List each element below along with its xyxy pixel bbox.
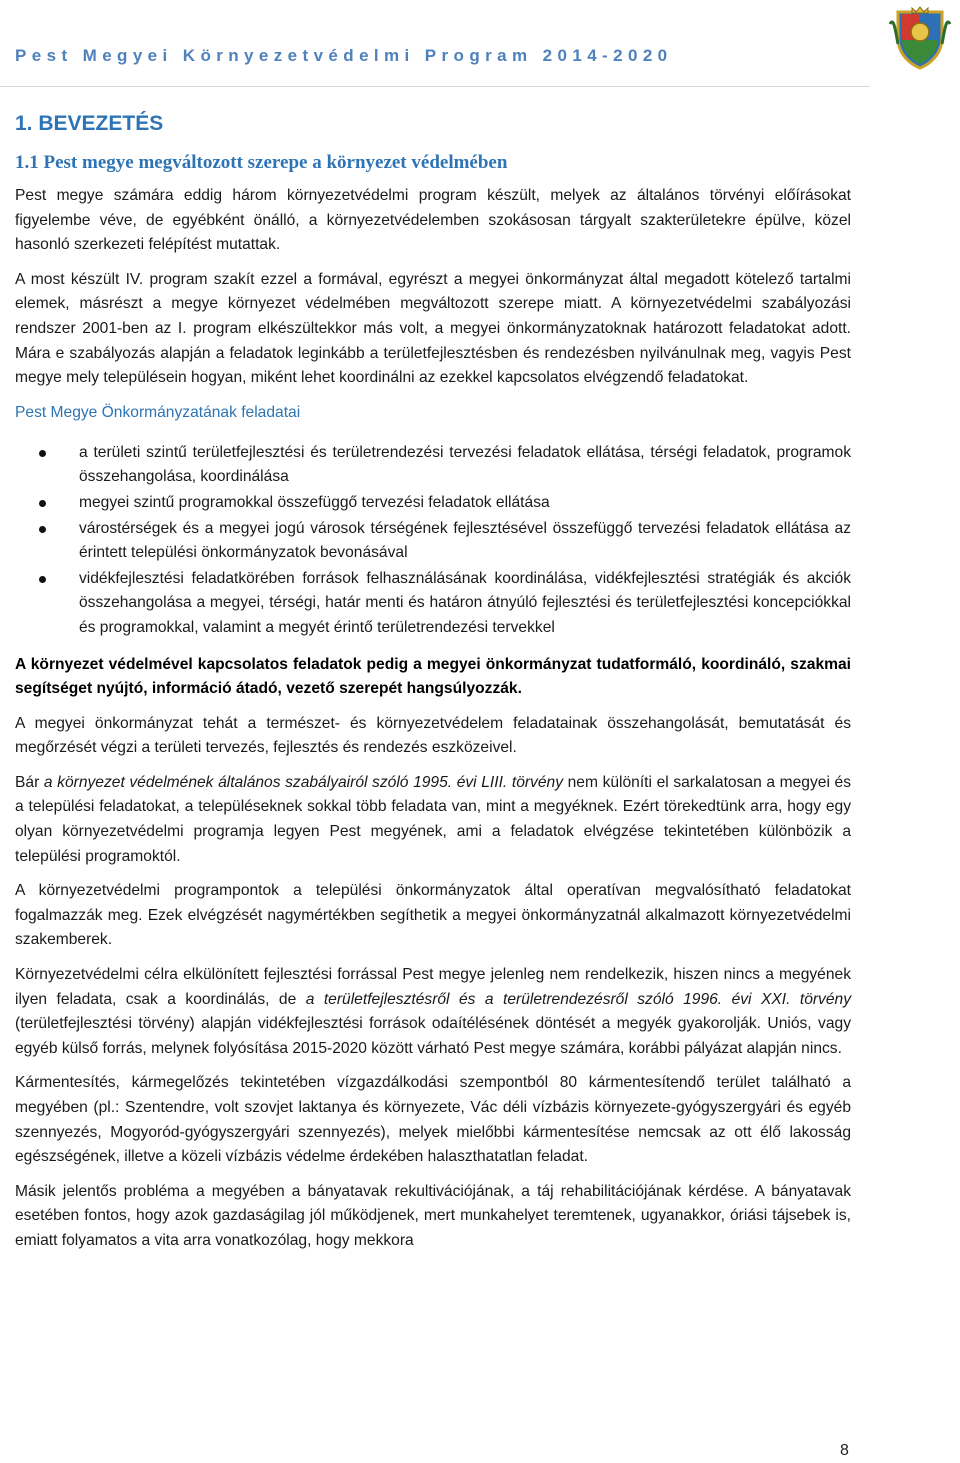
bullet-icon xyxy=(39,526,46,533)
law-citation: a környezet védelmének általános szabályairól szóló 1995. évi LIII. törvény xyxy=(43,773,564,791)
bullet-icon xyxy=(39,576,46,583)
running-header: Pest Megyei Környezetvédelmi Program 2014-2020 xyxy=(15,46,673,65)
paragraph-operational: A környezetvédelmi programpontok a települési önkormányzatok által operatívan megvalósítható feladatokat fogalmazzák meg. Ezek elvégzését nagymértékben segíthetik a megyei önkormányzatnál alkalmazott környezetvédelmi szakemberek. xyxy=(15,882,851,949)
paragraph-coordination: A megyei önkormányzat tehát a természet- és környezetvédelem feladatainak összehangolását, bemutatását és megőrzését végzi a területi tervezés, fejlesztés és rendezés eszközeivel. xyxy=(15,714,851,757)
bold-statement: A környezet védelmével kapcsolatos feladatok pedig a megyei önkormányzat tudatformáló, koordináló, szakmai segítséget nyújtó, információ átadó, vezető szerepét hangsúlyozzák. xyxy=(15,655,851,698)
main-content xyxy=(15,112,851,1264)
subheading-tasks: Pest Megye Önkormányzatának feladatai xyxy=(15,403,301,421)
header-divider xyxy=(0,86,870,87)
bullet-icon xyxy=(39,450,46,457)
section-title: 1.1 Pest megye megváltozott szerepe a környezet védelmében xyxy=(15,152,508,173)
paragraph-mines: Másik jelentős probléma a megyében a bányatavak rekultivációjának, a táj rehabilitációjának kérdése. A bányatavak esetében fontos, hogy azok gazdaságilag jól működjenek, mert munkahelyet teremtenek, ugyanakkor, óriási tájsebek is, emiatt folyamatos a vita arra vonatkozólag, hogy mekkora xyxy=(15,1182,851,1249)
chapter-title: 1. BEVEZETÉS xyxy=(15,112,164,135)
bullet-icon xyxy=(39,500,46,507)
page-number: 8 xyxy=(840,1442,849,1459)
law-citation: a területfejlesztésről és a területrendezésről szóló 1996. évi XXI. törvény xyxy=(305,990,851,1008)
county-coat-of-arms-icon xyxy=(888,4,952,70)
paragraph-intro-2: A most készült IV. program szakít ezzel a formával, egyrészt a megyei önkormányzat által megadott kötelező tartalmi elemek, másrészt a megye környezet védelmében megváltozott szerepe miatt. A környezetvédelmi szabályozási rendszer 2001-ben az I. program elkészültekkor más volt, a megyei önkormányzatoknak határozott feladatokat adott. Mára e szabályozás alapján a feladatok leginkább a területfejlesztésben és rendezésben nyilvánulnak meg, vagyis Pest megye mely településein hogyan, miként lehet koordinálni az ezekkel kapcsolatos elvégzendő feladatokat. xyxy=(15,270,851,387)
list-item: a területi szintű területfejlesztési és területrendezési tervezési feladatok ellátása, térségi feladatok, programok összehangolása, koordinálása xyxy=(15,441,851,490)
list-item: vidékfejlesztési feladatkörében források felhasználásának koordinálása, vidékfejlesztési stratégiák és akciók összehangolása a megyei, térségi, határ menti és határon átnyúló fejlesztési és területfejlesztési koncepciókkal és programokkal, valamint a megyét érintő területrendezési tervekkel xyxy=(15,567,851,641)
paragraph-funding: Környezetvédelmi célra elkülönített fejlesztési forrással Pest megye jelenleg nem rendelkezik, hiszen nincs a megyének ilyen feladata, csak a koordinálás, de a területfejlesztésről és a területrendezésről szóló 1996. évi XXI. törvény (területfejlesztési törvény) alapján vidékfejlesztési források odaítélésének döntését a megyék gyakorolják. Uniós, vagy egyéb külső forrás, melynek folyósítása 2015-2020 között várható Pest megye számára, korábbi pályázat alapján nincs. xyxy=(15,966,851,1057)
paragraph-intro-1: Pest megye számára eddig három környezetvédelmi program készült, melyek az általános törvényi előírásokat figyelembe véve, de egyébként önálló, a környezetvédelemben szokásosan tárgyalt szakterületekre épülve, közel hasonló szerkezeti felépítést mutattak. xyxy=(15,187,851,254)
tasks-list xyxy=(15,441,851,641)
list-item: megyei szintű programokkal összefüggő tervezési feladatok ellátása xyxy=(15,491,851,516)
paragraph-remediation: Kármentesítés, kármegelőzés tekintetében vízgazdálkodási szempontból 80 kármentesítendő terület található a megyében (pl.: Szentendre, volt szovjet laktanya és környezete, Vác déli vízbázis környezete-gyógyszergyári és egyéb szennyezés, Mogyoród-gyógyszergyári szennyezés), melyek mielőbbi kármentesítése nemcsak az ott élő lakosság egészségének, illetve a közeli vízbázis védelme érdekében halaszthatatlan feladat. xyxy=(15,1074,851,1166)
paragraph-law: Bár a környezet védelmének általános szabályairól szóló 1995. évi LIII. törvény nem különíti el sarkalatosan a megyei és a települési feladatokat, a településeknek sokkal több feladata van, mint a megyéknek. Ezért törekedtünk arra, hogy egy olyan környezetvédelmi programja legyen Pest megyének, ami a feladatok elvégzése tekintetében különbözik a települési programoktól. xyxy=(15,773,851,865)
list-item: várostérségek és a megyei jogú városok térségének fejlesztésével összefüggő tervezési feladatok ellátása az érintett települési önkormányzatok bevonásával xyxy=(15,517,851,566)
